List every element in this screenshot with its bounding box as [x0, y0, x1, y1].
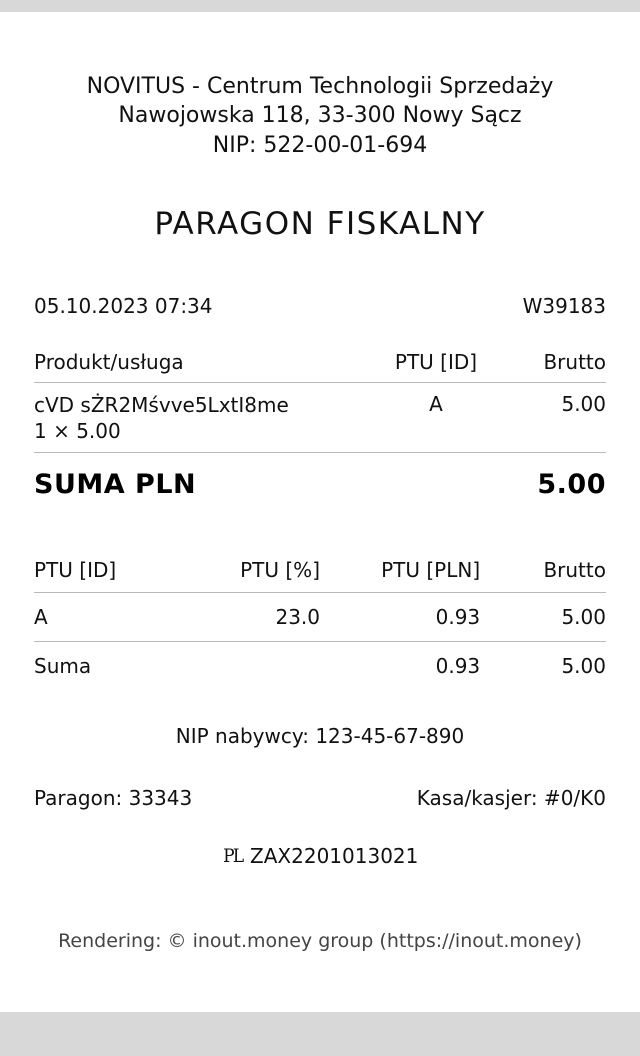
buyer-nip: NIP nabywcy: 123-45-67-890: [175, 723, 465, 748]
column-ptu-id: PTU [ID]: [394, 349, 478, 374]
receipt-datetime: 05.10.2023 07:34: [34, 293, 213, 318]
receipt-meta: [34, 294, 606, 318]
item-name-block: [34, 392, 376, 445]
seller-nip: NIP: 522-00-01-694: [212, 132, 428, 158]
tax-summary-brutto: 5.00: [561, 653, 606, 678]
tax-column-ptu-id: PTU [ID]: [34, 557, 117, 582]
rendering-note: Rendering: © inout.money group (https://inout.money): [58, 929, 582, 952]
tax-summary-label: Suma: [34, 653, 92, 678]
receipt-footer: [34, 786, 606, 810]
document-title: PARAGON FISKALNY: [154, 205, 486, 242]
tax-column-ptu-pct: PTU [%]: [240, 557, 320, 582]
tax-summary-row: [34, 642, 606, 690]
receipt-document-number: W39183: [522, 293, 606, 318]
tax-row-ptu-pct: 23.0: [275, 604, 320, 629]
item-ptu-id: A: [429, 391, 443, 416]
column-brutto: Brutto: [543, 349, 606, 374]
total-value: 5.00: [537, 468, 606, 500]
item-name: cVD sŻR2Mśvve5LxtI8me: [34, 392, 289, 417]
fiscal-serial-number: ZAX2201013021: [250, 843, 419, 868]
total-label: SUMA PLN: [34, 468, 197, 500]
seller-header: [34, 12, 606, 160]
receipt-paper: [0, 12, 640, 1012]
tax-row-ptu-pln: 0.93: [435, 604, 481, 629]
fiscal-pl-icon: PL: [222, 844, 242, 867]
tax-row-ptu-id: A: [34, 604, 48, 629]
tax-summary-pln: 0.93: [435, 653, 481, 678]
tax-table-header: [34, 558, 606, 592]
items-table-header: [34, 350, 606, 382]
seller-address: Nawojowska 118, 33-300 Nowy Sącz: [118, 103, 522, 129]
item-quantity-price: 1 × 5.00: [34, 419, 121, 444]
column-product: Produkt/usługa: [34, 349, 184, 374]
fiscal-serial-row: [34, 844, 606, 868]
tax-row-brutto: 5.00: [561, 604, 606, 629]
table-row: [34, 383, 606, 452]
tax-column-ptu-pln: PTU [PLN]: [381, 557, 481, 582]
item-brutto: 5.00: [561, 391, 606, 416]
total-row: [34, 453, 606, 504]
table-row: [34, 593, 606, 641]
tax-column-brutto: Brutto: [543, 557, 606, 582]
receipt-number: Paragon: 33343: [34, 785, 193, 810]
cashier-info: Kasa/kasjer: #0/K0: [416, 785, 606, 810]
tax-summary-pct: [177, 654, 320, 678]
seller-name: NOVITUS - Centrum Technologii Sprzedaży: [86, 74, 554, 99]
